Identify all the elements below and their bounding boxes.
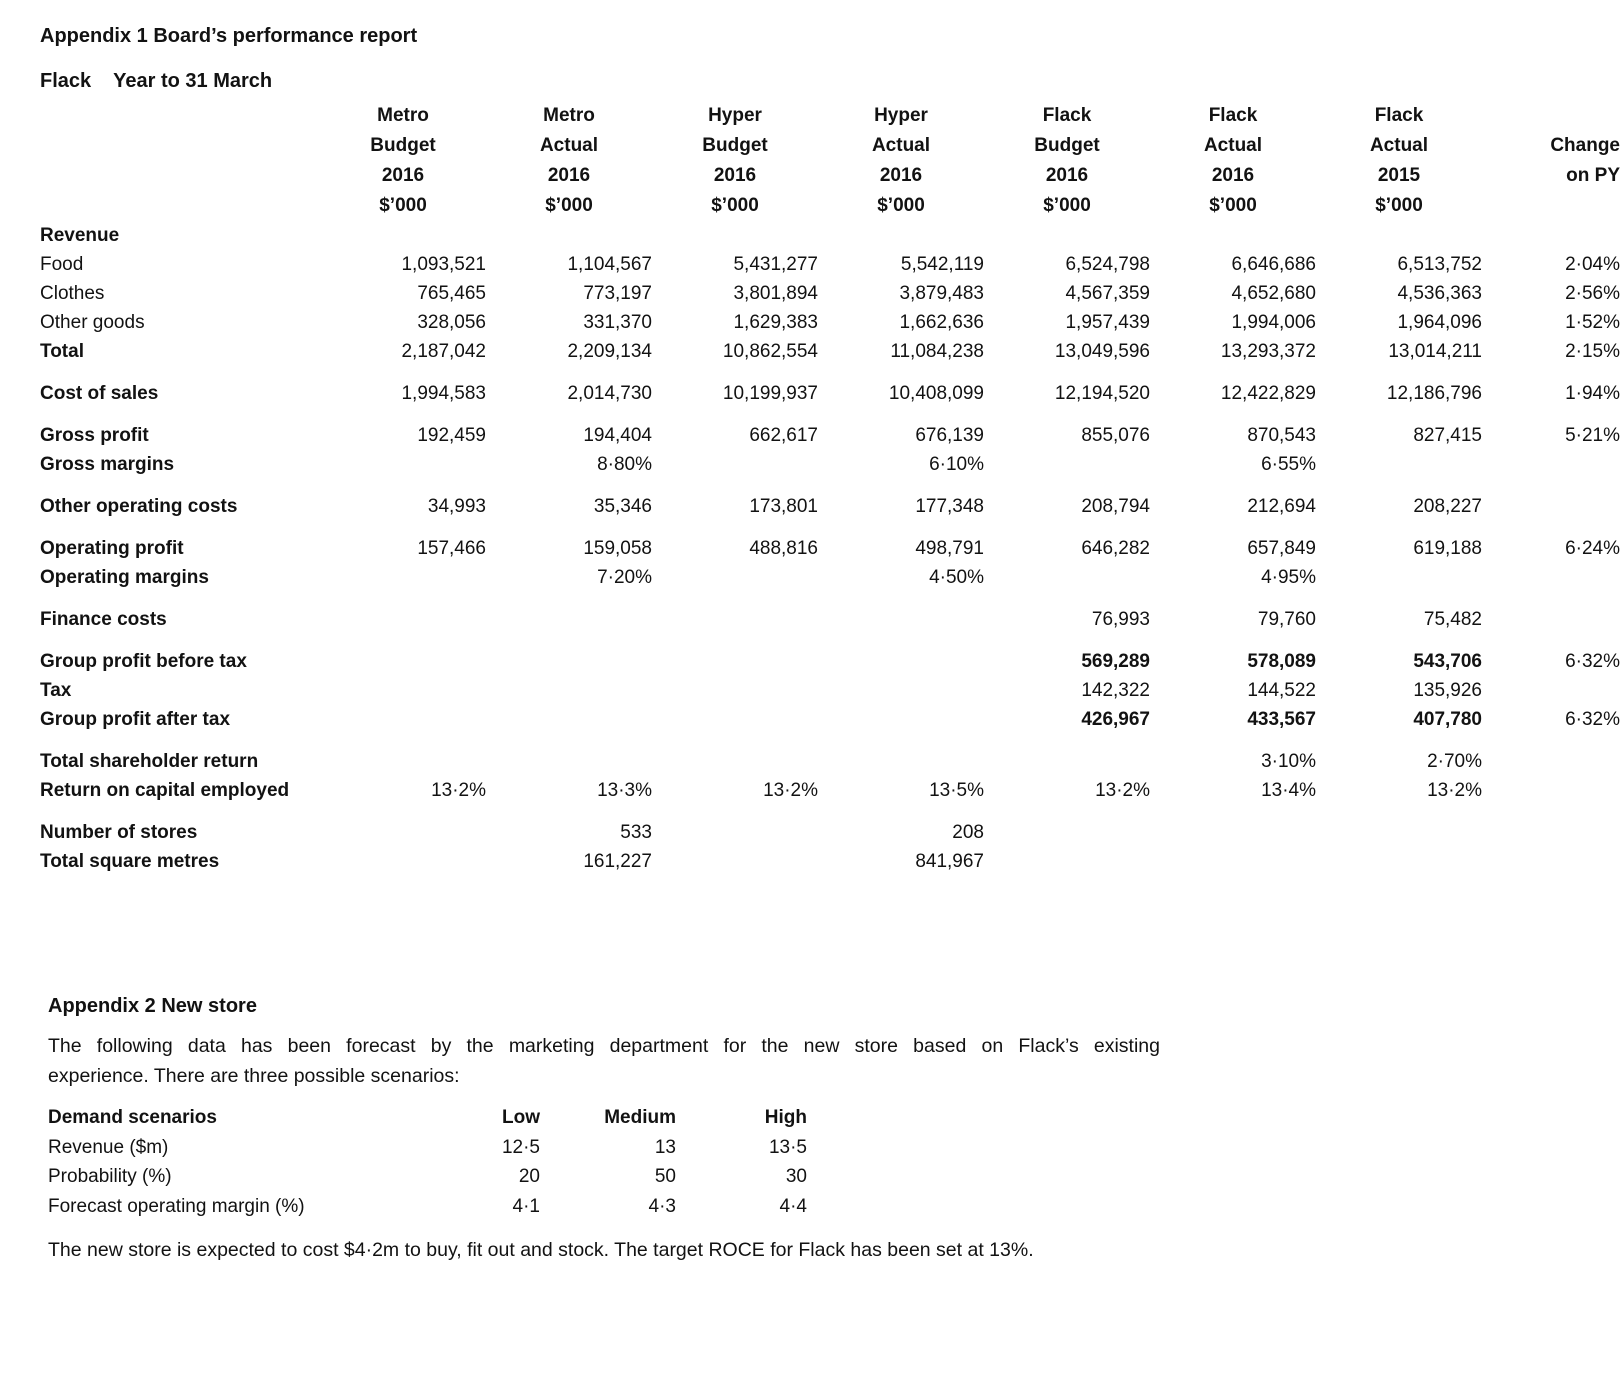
header-line: 2016 xyxy=(1045,165,1089,186)
row-label: Finance costs xyxy=(40,609,167,630)
value-cell xyxy=(652,705,818,734)
value-cell: 212,694 xyxy=(1247,496,1316,517)
table-row xyxy=(40,221,1620,250)
value-cell xyxy=(1482,818,1620,847)
value-cell xyxy=(486,705,652,734)
demand-scenarios-table xyxy=(48,1103,807,1221)
group-spacer xyxy=(40,408,1620,421)
value-cell: 433,567 xyxy=(1247,709,1316,730)
value-cell xyxy=(1482,776,1620,805)
group-spacer xyxy=(40,734,1620,747)
row-label: Total xyxy=(40,341,84,362)
value-cell: 12·5 xyxy=(501,1136,540,1158)
row-group xyxy=(40,521,1620,592)
value-cell: 1,994,583 xyxy=(401,383,486,404)
column-header xyxy=(984,95,1150,221)
table-row xyxy=(40,747,1620,776)
value-cell: 6·24% xyxy=(1565,538,1620,559)
value-cell: 657,849 xyxy=(1247,538,1316,559)
group-spacer xyxy=(40,521,1620,534)
value-cell: 13·2% xyxy=(1095,780,1150,801)
value-cell xyxy=(984,818,1150,847)
row-label: Other operating costs xyxy=(40,496,238,517)
value-cell xyxy=(984,450,1150,479)
column-header xyxy=(1316,95,1482,221)
value-cell xyxy=(1316,563,1482,592)
value-cell: 3,879,483 xyxy=(899,283,984,304)
intro-line-1: The following data has been forecast by the marketing department for the new store based on Flack’s existing xyxy=(48,1035,1160,1057)
group-spacer xyxy=(40,479,1620,492)
row-label: Revenue xyxy=(40,225,120,246)
header-line: $’000 xyxy=(1375,195,1423,216)
scenario-label-header: Demand scenarios xyxy=(48,1107,217,1128)
value-cell: 4·3 xyxy=(648,1195,676,1217)
row-label: Tax xyxy=(40,680,72,701)
row-label-header xyxy=(40,95,320,221)
value-cell xyxy=(652,221,818,250)
value-cell xyxy=(1150,847,1316,876)
group-spacer xyxy=(40,366,1620,379)
value-cell: 1,093,521 xyxy=(401,254,486,275)
value-cell: 76,993 xyxy=(1091,609,1150,630)
header-line: Metro xyxy=(543,105,595,126)
value-cell: 208,227 xyxy=(1413,496,1482,517)
appendix2-section xyxy=(40,994,1592,1265)
value-cell: 13·2% xyxy=(431,780,486,801)
value-cell: 1,629,383 xyxy=(733,312,818,333)
value-cell: 2,187,042 xyxy=(401,341,486,362)
value-cell: 5·21% xyxy=(1565,425,1620,446)
value-cell xyxy=(652,605,818,634)
header-line: Flack xyxy=(1208,105,1258,126)
value-cell xyxy=(320,647,486,676)
value-cell: 1,964,096 xyxy=(1397,312,1482,333)
header-line: Hyper xyxy=(874,105,928,126)
header-line: Actual xyxy=(1369,135,1429,156)
row-label: Food xyxy=(40,254,84,275)
row-label: Other goods xyxy=(40,312,145,333)
value-cell: 1,994,006 xyxy=(1231,312,1316,333)
value-cell: 6·32% xyxy=(1565,651,1620,672)
scenario-column-header: Medium xyxy=(604,1107,676,1128)
header-line: Change xyxy=(1550,135,1620,156)
value-cell: 5,431,277 xyxy=(733,254,818,275)
value-cell: 4·1 xyxy=(512,1195,540,1217)
group-spacer xyxy=(40,634,1620,647)
value-cell xyxy=(1316,450,1482,479)
value-cell xyxy=(486,221,652,250)
value-cell: 7·20% xyxy=(597,567,652,588)
value-cell xyxy=(1482,747,1620,776)
header-line: 2016 xyxy=(547,165,591,186)
value-cell xyxy=(320,676,486,705)
value-cell: 144,522 xyxy=(1247,680,1316,701)
table-row xyxy=(40,534,1620,563)
value-cell xyxy=(984,847,1150,876)
value-cell xyxy=(652,676,818,705)
value-cell: 13,014,211 xyxy=(1388,341,1482,362)
row-label: Revenue ($m) xyxy=(48,1136,169,1158)
value-cell xyxy=(652,450,818,479)
value-cell: 2·04% xyxy=(1565,254,1620,275)
value-cell: 157,466 xyxy=(417,538,486,559)
row-label: Total shareholder return xyxy=(40,751,259,772)
header-line: 2016 xyxy=(1211,165,1255,186)
value-cell: 662,617 xyxy=(749,425,818,446)
row-label: Cost of sales xyxy=(40,383,159,404)
value-cell: 6·32% xyxy=(1565,709,1620,730)
value-cell: 2,014,730 xyxy=(567,383,652,404)
row-group xyxy=(40,479,1620,521)
value-cell xyxy=(652,818,818,847)
table-row xyxy=(40,563,1620,592)
value-cell: 50 xyxy=(654,1166,676,1187)
value-cell: 6,524,798 xyxy=(1065,254,1150,275)
header-line xyxy=(1482,101,1620,131)
value-cell xyxy=(320,847,486,876)
appendix2-intro xyxy=(48,1031,1160,1091)
column-header xyxy=(1482,95,1620,221)
value-cell: 3,801,894 xyxy=(733,283,818,304)
value-cell: 10,199,937 xyxy=(722,383,818,404)
value-cell: 331,370 xyxy=(583,312,652,333)
value-cell: 5,542,119 xyxy=(900,254,984,275)
value-cell: 177,348 xyxy=(915,496,984,517)
scenario-body xyxy=(48,1133,807,1222)
column-header xyxy=(320,95,486,221)
value-cell xyxy=(320,450,486,479)
value-cell: 10,408,099 xyxy=(888,383,984,404)
value-cell: 6·10% xyxy=(929,454,984,475)
value-cell: 619,188 xyxy=(1413,538,1482,559)
value-cell xyxy=(1150,818,1316,847)
value-cell: 20 xyxy=(518,1166,540,1187)
header-line: Flack xyxy=(1042,105,1092,126)
header-line: $’000 xyxy=(711,195,759,216)
header-line: $’000 xyxy=(877,195,925,216)
value-cell: 407,780 xyxy=(1413,709,1482,730)
row-label: Clothes xyxy=(40,283,105,304)
value-cell: 12,422,829 xyxy=(1220,383,1316,404)
value-cell: 328,056 xyxy=(417,312,486,333)
value-cell: 194,404 xyxy=(583,425,652,446)
value-cell: 75,482 xyxy=(1423,609,1482,630)
value-cell: 533 xyxy=(620,822,652,843)
value-cell: 2,209,134 xyxy=(567,341,652,362)
header-line: $’000 xyxy=(379,195,427,216)
header-line: Actual xyxy=(1203,135,1263,156)
value-cell: 13·3% xyxy=(597,780,652,801)
value-cell: 578,089 xyxy=(1247,651,1316,672)
value-cell: 4,567,359 xyxy=(1065,283,1150,304)
value-cell: 159,058 xyxy=(583,538,652,559)
value-cell: 1·94% xyxy=(1565,383,1620,404)
row-label: Probability (%) xyxy=(48,1166,172,1187)
value-cell xyxy=(652,647,818,676)
scenario-column-header: Low xyxy=(502,1107,540,1128)
value-cell: 6,646,686 xyxy=(1231,254,1316,275)
value-cell xyxy=(652,847,818,876)
value-cell: 1,662,636 xyxy=(899,312,984,333)
value-cell: 827,415 xyxy=(1413,425,1482,446)
company-name: Flack xyxy=(40,70,92,92)
value-cell: 3·10% xyxy=(1261,751,1316,772)
value-cell: 208 xyxy=(952,822,984,843)
value-cell: 6,513,752 xyxy=(1397,254,1482,275)
row-label: Return on capital employed xyxy=(40,780,290,801)
table-row xyxy=(40,250,1620,279)
header-line: on PY xyxy=(1566,165,1620,186)
value-cell: 8·80% xyxy=(597,454,652,475)
value-cell: 1,104,567 xyxy=(567,254,652,275)
scenario-column-header: High xyxy=(764,1107,807,1128)
value-cell: 13·5 xyxy=(768,1136,807,1158)
value-cell: 12,194,520 xyxy=(1054,383,1150,404)
value-cell: 1·52% xyxy=(1565,312,1620,333)
table-row xyxy=(40,776,1620,805)
table-row xyxy=(40,647,1620,676)
row-group xyxy=(40,221,1620,366)
value-cell xyxy=(320,818,486,847)
column-header xyxy=(818,95,984,221)
row-label: Operating profit xyxy=(40,538,184,559)
column-header xyxy=(486,95,652,221)
value-cell: 4·4 xyxy=(779,1195,807,1217)
report-header xyxy=(40,95,1620,221)
row-label: Gross margins xyxy=(40,454,175,475)
table-row xyxy=(40,705,1620,734)
value-cell xyxy=(1482,221,1620,250)
row-label: Group profit after tax xyxy=(40,709,231,730)
value-cell: 173,801 xyxy=(749,496,818,517)
value-cell: 2·15% xyxy=(1565,341,1620,362)
header-row xyxy=(48,1103,807,1133)
value-cell: 13·2% xyxy=(1427,780,1482,801)
value-cell: 498,791 xyxy=(915,538,984,559)
row-label: Group profit before tax xyxy=(40,651,247,672)
value-cell: 773,197 xyxy=(583,283,652,304)
value-cell: 4·95% xyxy=(1261,567,1316,588)
performance-table xyxy=(40,95,1620,876)
value-cell xyxy=(1482,563,1620,592)
value-cell xyxy=(984,563,1150,592)
report-subtitle xyxy=(40,69,1592,93)
table-row xyxy=(40,492,1620,521)
value-cell xyxy=(320,563,486,592)
value-cell xyxy=(818,605,984,634)
value-cell: 4,536,363 xyxy=(1397,283,1482,304)
value-cell xyxy=(1316,818,1482,847)
value-cell xyxy=(818,647,984,676)
header-line: Hyper xyxy=(708,105,762,126)
table-row xyxy=(40,605,1620,634)
header-line: Metro xyxy=(377,105,429,126)
column-header xyxy=(652,95,818,221)
header-row xyxy=(40,95,1620,221)
value-cell: 13·5% xyxy=(929,780,984,801)
row-group xyxy=(40,366,1620,408)
header-line: $’000 xyxy=(1209,195,1257,216)
value-cell: 10,862,554 xyxy=(722,341,818,362)
group-spacer xyxy=(40,592,1620,605)
header-line: 2016 xyxy=(381,165,425,186)
table-row xyxy=(40,379,1620,408)
value-cell xyxy=(818,221,984,250)
row-group xyxy=(40,805,1620,876)
value-cell xyxy=(984,221,1150,250)
value-cell xyxy=(818,705,984,734)
value-cell: 765,465 xyxy=(417,283,486,304)
value-cell: 2·56% xyxy=(1565,283,1620,304)
header-line: Flack xyxy=(1374,105,1424,126)
value-cell: 13 xyxy=(654,1136,676,1158)
value-cell xyxy=(818,747,984,776)
value-cell: 569,289 xyxy=(1081,651,1150,672)
row-label: Total square metres xyxy=(40,851,220,872)
value-cell xyxy=(486,676,652,705)
row-group xyxy=(40,634,1620,734)
table-row xyxy=(40,676,1620,705)
value-cell: 4·50% xyxy=(929,567,984,588)
header-line: Budget xyxy=(702,135,768,156)
header-line: Actual xyxy=(539,135,599,156)
table-row xyxy=(40,818,1620,847)
header-line: 2016 xyxy=(879,165,923,186)
row-group xyxy=(40,734,1620,805)
value-cell: 13·4% xyxy=(1261,780,1316,801)
intro-line-2: experience. There are three possible scenarios: xyxy=(48,1065,460,1087)
value-cell xyxy=(486,605,652,634)
table-row xyxy=(48,1162,807,1192)
row-group xyxy=(40,592,1620,634)
row-label: Number of stores xyxy=(40,822,198,843)
value-cell: 208,794 xyxy=(1081,496,1150,517)
value-cell: 161,227 xyxy=(583,851,652,872)
value-cell: 13,049,596 xyxy=(1054,341,1150,362)
table-row xyxy=(40,450,1620,479)
table-row xyxy=(48,1133,807,1163)
header-line: 2015 xyxy=(1377,165,1421,186)
table-row xyxy=(40,847,1620,876)
value-cell xyxy=(1482,605,1620,634)
value-cell: 13·2% xyxy=(763,780,818,801)
value-cell: 4,652,680 xyxy=(1231,283,1316,304)
header-line: Budget xyxy=(370,135,436,156)
value-cell: 543,706 xyxy=(1413,651,1482,672)
row-label: Forecast operating margin (%) xyxy=(48,1195,305,1217)
value-cell xyxy=(486,747,652,776)
header-line: 2016 xyxy=(713,165,757,186)
value-cell: 6·55% xyxy=(1261,454,1316,475)
header-line: Actual xyxy=(871,135,931,156)
value-cell xyxy=(1482,492,1620,521)
value-cell xyxy=(486,647,652,676)
value-cell xyxy=(320,221,486,250)
table-row xyxy=(48,1192,807,1222)
value-cell: 488,816 xyxy=(749,538,818,559)
value-cell: 30 xyxy=(785,1166,807,1187)
appendix1-title: Appendix 1 Board’s performance report xyxy=(40,25,418,47)
value-cell xyxy=(1482,847,1620,876)
value-cell: 192,459 xyxy=(417,425,486,446)
value-cell: 34,993 xyxy=(427,496,486,517)
header-line: Budget xyxy=(1034,135,1100,156)
value-cell: 135,926 xyxy=(1413,680,1482,701)
row-label: Gross profit xyxy=(40,425,149,446)
value-cell xyxy=(320,605,486,634)
value-cell: 11,084,238 xyxy=(890,341,984,362)
value-cell: 142,322 xyxy=(1081,680,1150,701)
appendix2-footer: The new store is expected to cost $4·2m to buy, fit out and stock. The target ROCE for Flack has been set at 13%. xyxy=(48,1239,1034,1261)
period-label: Year to 31 March xyxy=(113,70,273,92)
value-cell: 12,186,796 xyxy=(1386,383,1482,404)
value-cell xyxy=(984,747,1150,776)
table-row xyxy=(40,337,1620,366)
value-cell: 13,293,372 xyxy=(1220,341,1316,362)
value-cell: 646,282 xyxy=(1081,538,1150,559)
value-cell: 2·70% xyxy=(1427,751,1482,772)
row-group xyxy=(40,408,1620,479)
table-row xyxy=(40,279,1620,308)
scenario-header xyxy=(48,1103,807,1133)
header-line: $’000 xyxy=(545,195,593,216)
value-cell xyxy=(1482,450,1620,479)
value-cell xyxy=(1482,676,1620,705)
column-header xyxy=(1150,95,1316,221)
value-cell: 676,139 xyxy=(915,425,984,446)
row-label: Operating margins xyxy=(40,567,209,588)
header-line xyxy=(1482,191,1620,221)
value-cell xyxy=(320,747,486,776)
value-cell xyxy=(818,676,984,705)
value-cell xyxy=(652,563,818,592)
header-line: $’000 xyxy=(1043,195,1091,216)
value-cell: 79,760 xyxy=(1257,609,1316,630)
appendix2-title: Appendix 2 New store xyxy=(48,995,257,1017)
value-cell: 426,967 xyxy=(1081,709,1150,730)
value-cell: 870,543 xyxy=(1247,425,1316,446)
value-cell xyxy=(1316,847,1482,876)
value-cell xyxy=(652,747,818,776)
table-row xyxy=(40,308,1620,337)
value-cell: 1,957,439 xyxy=(1065,312,1150,333)
value-cell xyxy=(320,705,486,734)
value-cell xyxy=(1316,221,1482,250)
table-row xyxy=(40,421,1620,450)
value-cell: 35,346 xyxy=(593,496,652,517)
value-cell xyxy=(1150,221,1316,250)
value-cell: 855,076 xyxy=(1081,425,1150,446)
group-spacer xyxy=(40,805,1620,818)
value-cell: 841,967 xyxy=(915,851,984,872)
